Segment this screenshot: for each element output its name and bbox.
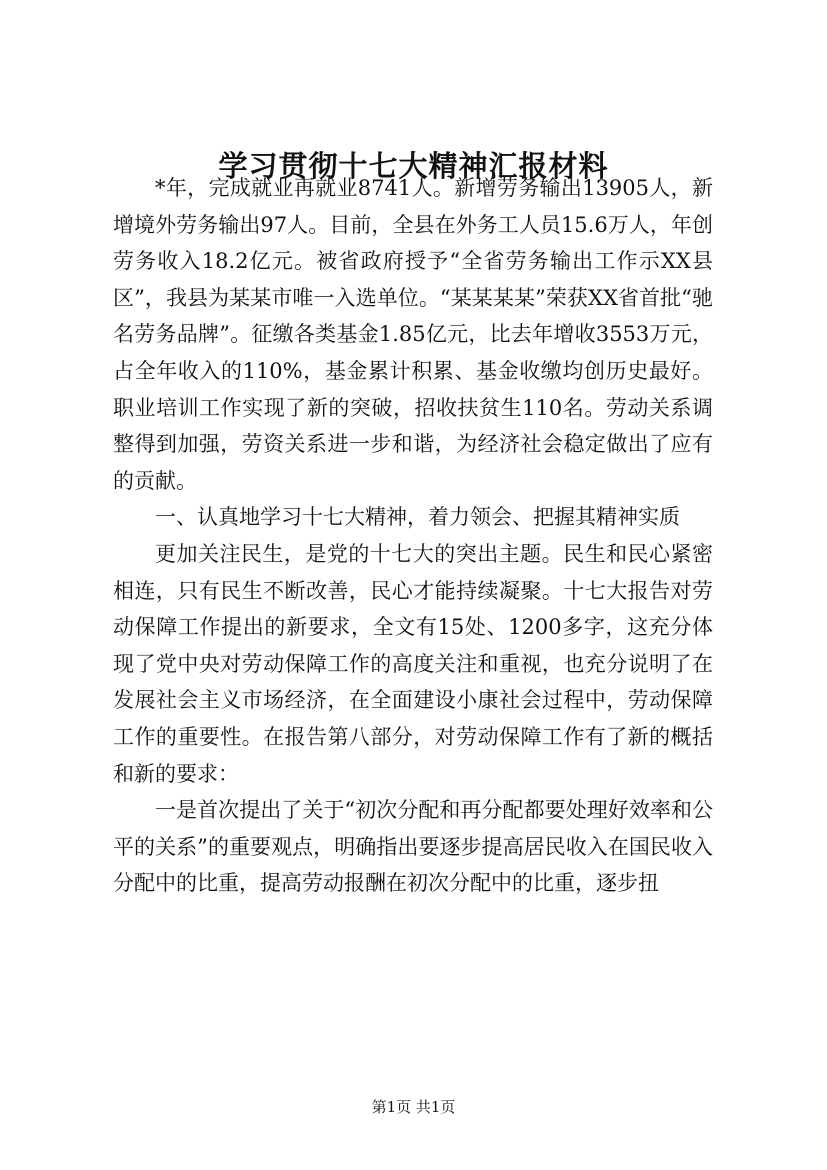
section-heading-1: 一、认真地学习十七大精神，着力领会、把握其精神实质 (155, 505, 680, 530)
document-title: 学习贯彻十七大精神汇报材料 (218, 149, 609, 183)
page-footer: 第1页 共1页 (371, 1098, 456, 1116)
paragraph-employment-summary: *年，完成就业再就业8741人。新增劳务输出13905人，新增境外劳务输出97人。目前，全县在外务工人员15.6万人，年创劳务收入18.2亿元。被省政府授予“全省劳务输出工作示XX县区”，我县为某某市唯一入选单位。“某某某某”荣获XX省首批“驰名劳务品牌”。征缴各类基金1.85亿元，比去年增收3553万元，占全年收入的110%，基金累计积累、基金收缴均创历史最好。职业培训工作实现了新的突破，招收扶贫生110名。劳动关系调整得到加强，劳资关系进一步和谐，为经济社会稳定做出了应有的贡献。 (113, 176, 713, 493)
paragraph-first-point: 一是首次提出了关于“初次分配和再分配都要处理好效率和公平的关系”的重要观点，明确指出要逐步提高居民收入在国民收入分配中的比重，提高劳动报酬在初次分配中的比重，逐步扭 (113, 798, 713, 896)
document-body (113, 170, 713, 902)
paragraph-livelihood: 更加关注民生，是党的十七大的突出主题。民生和民心紧密相连，只有民生不断改善，民心才能持续凝聚。十七大报告对劳动保障工作提出的新要求，全文有15处、1200多字，这充分体现了党中央对劳动保障工作的高度关注和重视，也充分说明了在发展社会主义市场经济，在全面建设小康社会过程中，劳动保障工作的重要性。在报告第八部分，对劳动保障工作有了新的概括和新的要求： (113, 541, 713, 786)
